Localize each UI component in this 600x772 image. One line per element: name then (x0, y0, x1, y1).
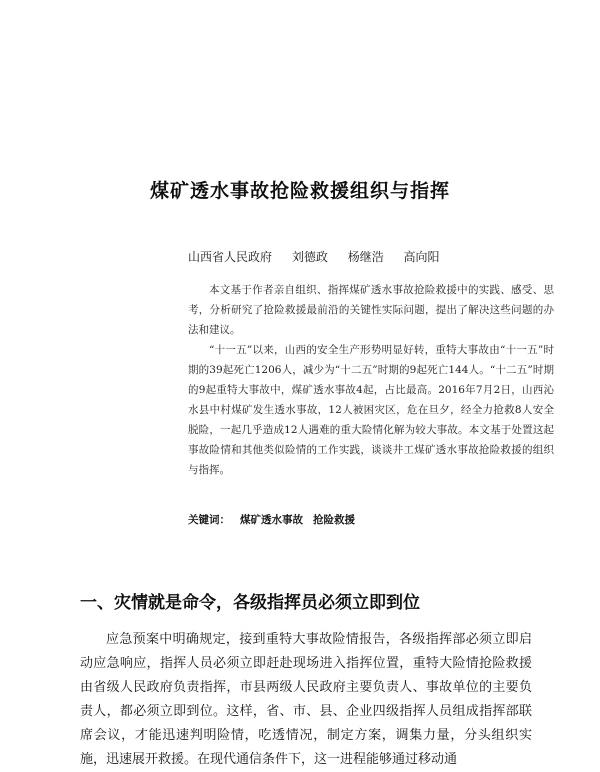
author-name: 杨继浩 (347, 250, 384, 264)
author-line (188, 248, 488, 265)
body-paragraph: 应急预案中明确规定，接到重特大事故险情报告，各级指挥部必须立即启动应急响应，指挥人员必须立即赶赴现场进入指挥位置，重特大险情抢险救援由省级人民政府负责指挥，市县两级人民政府主要负责人、事故单位的主要负责人，都必须立即到位。这样，省、市、县、企业四级指挥人员组成指挥部联席会议，才能迅速判明险情，吃透情况，制定方案，调集力量，分头组织实施，迅速展开救援。在现代通信条件下，这一进程能够通过移动通 (80, 632, 532, 767)
section-heading: 一、灾情就是命令，各级指挥员必须立即到位 (80, 593, 420, 613)
author-name: 高向阳 (403, 250, 440, 264)
keyword: 煤矿透水事故 (240, 514, 303, 526)
article-title: 煤矿透水事故抢险救援组织与指挥 (149, 180, 450, 202)
author-affiliation: 山西省人民政府 (188, 250, 273, 264)
body-text (80, 628, 532, 772)
abstract (188, 280, 554, 480)
abstract-paragraph: “十一五”以来，山西的安全生产形势明显好转，重特大事故由“十一五”时期的39起死亡1206人，减少为“十二五”时期的9起死亡144人。“十二五”时期的9起重特大事故中，煤矿透水事故4起，占比最高。2016年7月2日，山西沁水县中村煤矿发生透水事故，12人被困灾区，危在旦夕，经全力抢救8人安全脱险，一起几乎造成12人遇难的重大险情化解为较大事故。本文基于处置这起事故险情和其他类似险情的工作实践，谈谈井工煤矿透水事故抢险救援的组织与指挥。 (188, 344, 554, 476)
keyword: 抢险救援 (313, 514, 355, 526)
keywords-label: 关键词： (188, 514, 230, 526)
abstract-paragraph: 本文基于作者亲自组织、指挥煤矿透水事故抢险救援中的实践、感受、思考，分析研究了抢险救援最前沿的关键性实际问题，提出了解决这些问题的办法和建议。 (188, 284, 554, 336)
keywords (188, 512, 554, 527)
author-name: 刘德政 (291, 250, 328, 264)
